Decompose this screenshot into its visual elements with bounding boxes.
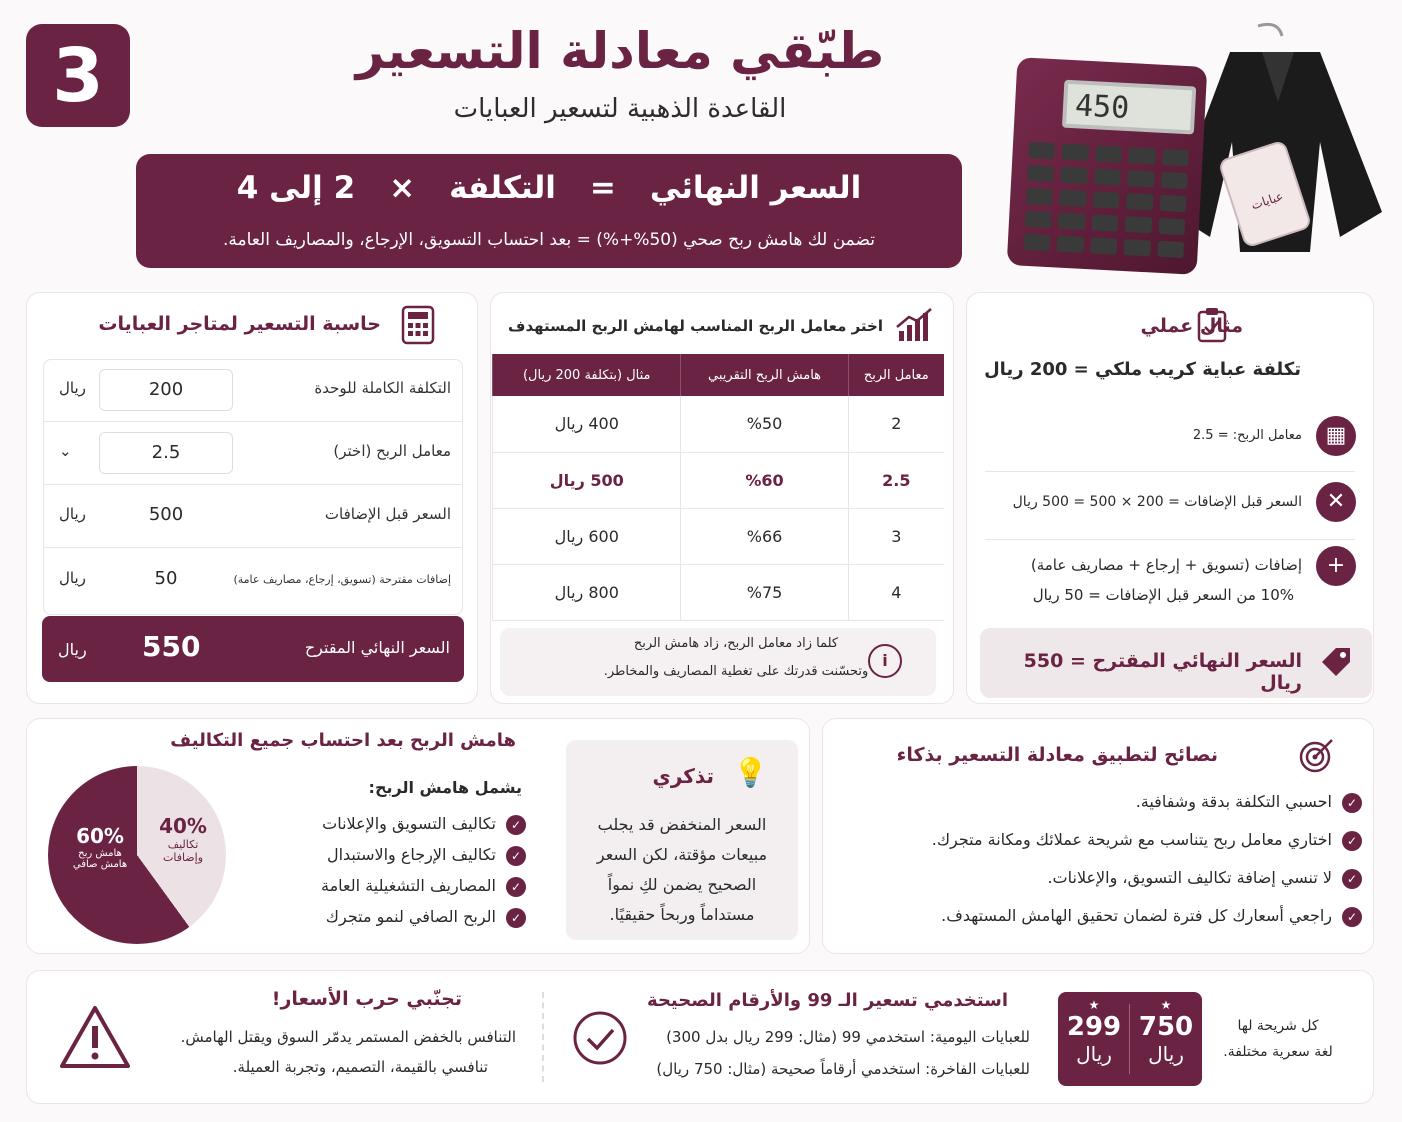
pricing-99-line-2: للعبايات الفاخرة: استخدمي أرقاماً صحيحة (مثال: 750 ريال) [656,1060,1030,1078]
reminder-title: تذكري [652,764,714,788]
chevron-down-icon[interactable]: ⌄ [59,442,72,460]
badge-750-value: 750 [1138,1012,1194,1042]
table-cell: 3 [848,508,944,564]
table-cell: 400 ريال [493,396,681,452]
clipboard-check-icon [1197,307,1227,343]
check-icon: ✓ [1342,869,1362,889]
check-icon: ✓ [1342,793,1362,813]
calculator-icon [401,305,435,345]
check-icon: ✓ [506,815,526,835]
table-header-factor: معامل الربح [848,354,944,396]
pie-costs-slice [148,814,218,864]
margin-item-text: تكاليف الإرجاع والاستبدال [326,845,496,864]
margin-item [326,907,526,928]
info-icon: i [868,644,902,678]
segment-line-2: لغة سعرية مختلفة. [1223,1044,1333,1060]
badge-299-value: 299 [1066,1012,1122,1042]
segment-line-1: كل شريحة لها [1237,1018,1319,1034]
calculator-title: حاسبة التسعير لمتاجر العبايات [98,313,381,335]
check-icon: ✓ [1342,831,1362,851]
check-icon: ✓ [506,877,526,897]
tip-text: راجعي أسعارك كل فترة لضمان تحقيق الهامش المستهدف. [941,906,1332,925]
pie-net-pct: 60% [76,824,124,848]
price-war-line-1: التنافس بالخفض المستمر يدمّر السوق ويقتل الهامش. [180,1028,516,1046]
check-icon: ✓ [1342,907,1362,927]
page-subtitle: القاعدة الذهبية لتسعير العبايات [453,94,787,124]
additions-value: 50 [154,568,178,589]
calc-final-price-row [42,616,464,682]
price-tag-icon [1318,644,1354,680]
example-additions-line-1: إضافات (تسويق + إرجاع + مصاريف عامة) [1030,556,1302,574]
tip-text: احسبي التكلفة بدقة وشفافية. [1135,792,1332,811]
table-row [493,564,945,620]
calc-row-additions [43,549,463,611]
profit-factor-label: معامل الربح (اختر) [333,442,451,460]
before-additions-currency: ريال [59,505,86,523]
margin-item [322,814,526,835]
table-cell: %60 [681,452,848,508]
table-cell: 600 ريال [493,508,681,564]
final-price-label: السعر النهائي المقترح [304,638,450,657]
unit-cost-label: التكلفة الكاملة للوحدة [314,379,451,397]
table-row [493,396,945,452]
growth-chart-icon [895,307,935,343]
plus-icon: + [1316,546,1356,586]
tip-item [1047,868,1362,889]
margin-title: هامش الربح بعد احتساب جميع التكاليف [170,730,516,751]
factor-table-title: اختر معامل الربح المناسب لهامش الربح المستهدف [508,317,883,335]
pie-costs-pct: 40% [159,814,207,838]
page-title: طبّقي معادلة التسعير [355,22,885,80]
step-number-badge: 3 [26,24,130,127]
example-factor-line: معامل الربح: = 2.5 [1192,428,1302,443]
check-circle-icon [572,1010,628,1066]
margin-subtitle: يشمل هامش الربح: [368,778,522,797]
reminder-text [566,810,798,930]
reminder-line: الصحيح يضمن لكِ نمواً [607,875,757,894]
example-additions-line-2: 10% من السعر قبل الإضافات = 50 ريال [1032,586,1294,604]
formula-note: تضمن لك هامش ربح صحي (50%+%) = بعد احتساب التسويق، الإرجاع، والمصاريف العامة. [223,230,875,250]
check-icon: ✓ [506,908,526,928]
info-line-1: كلما زاد معامل الربح، زاد هامش الربح [633,636,839,651]
warning-icon [58,1004,132,1070]
additions-currency: ريال [59,569,86,587]
reminder-line: مبيعات مؤقتة، لكن السعر [596,845,768,864]
lightbulb-icon: 💡 [733,756,768,789]
target-icon [1298,736,1336,774]
unit-cost-input[interactable]: 200 [99,369,233,411]
formula-multiplier: 2 إلى 4 [236,170,356,206]
example-final-box [980,628,1372,698]
example-final-line: السعر النهائي المقترح = 550 ريال [1023,650,1302,694]
badge-750-unit: ريال [1148,1042,1184,1066]
before-additions-label: السعر قبل الإضافات [324,505,451,523]
price-war-title: تجنّبي حرب الأسعار! [271,988,462,1010]
price-war-line-2: تنافسي بالقيمة، التصميم، وتجربة العميلة. [232,1058,488,1076]
example-title: مثال عملي [1140,315,1243,337]
badge-299-unit: ريال [1076,1042,1112,1066]
table-cell: 800 ريال [493,564,681,620]
tip-item [1136,792,1362,813]
table-cell: 500 ريال [493,452,681,508]
margin-item [321,876,526,897]
pie-net-label: هامش صافي [72,859,128,870]
pie-costs-label: وإضافات [162,851,204,864]
tip-item [932,830,1362,851]
tip-item [941,906,1362,927]
calc-row-profit-factor [43,422,463,484]
final-price-value: 550 [142,630,201,663]
final-price-currency: ريال [58,640,87,659]
unit-cost-currency: ريال [59,379,86,397]
table-header-margin: هامش الربح التقريبي [681,354,848,396]
before-additions-value: 500 [148,504,184,525]
pie-net-slice [58,824,142,870]
check-icon: ✓ [506,846,526,866]
margin-item [327,845,526,866]
profit-factor-select[interactable]: 2.5 [99,432,233,474]
calculator-keys [1024,142,1189,258]
table-header-example: مثال (بتكلفة 200 ريال) [493,354,681,396]
formula-cost: التكلفة [449,170,556,206]
additions-label: إضافات مقترحة (تسويق، إرجاع، مصاريف عامة) [233,573,451,586]
margin-pie-chart [48,766,226,944]
pie-costs-label: تكاليف [167,838,199,851]
formula-equals: = [589,170,616,206]
example-before-line: السعر قبل الإضافات = 200 × 500 = 500 ريال [1012,494,1302,510]
margin-item-text: تكاليف التسويق والإعلانات [322,814,496,833]
pricing-99-line-1: للعبايات اليومية: استخدمي 99 (مثال: 299 ريال بدل 300) [666,1028,1030,1046]
table-row [493,508,945,564]
pricing-99-title: استخدمي تسعير الـ 99 والأرقام الصحيحة [647,990,1008,1011]
price-tag-text: عبايات [1249,188,1285,213]
table-cell: 4 [848,564,944,620]
tips-title: نصائح لتطبيق معادلة التسعير بذكاء [896,744,1218,766]
calc-row-unit-cost [43,359,463,421]
pie-net-label: هامش ربح [78,848,122,859]
example-cost-line: تكلفة عباية كريب ملكي = 200 ريال [984,359,1301,380]
factor-info-box [500,628,936,696]
formula-banner [136,154,962,268]
table-cell: %75 [681,564,848,620]
info-line-2: وتحسّنت قدرتك على تغطية المصاريف والمخاطر. [603,664,869,679]
formula-times: × [389,170,416,206]
calculator-illustration [1007,57,1208,275]
margin-item-text: الربح الصافي لنمو متجرك [325,907,496,926]
badge-299: ★ 299 ريال [1058,994,1130,1078]
reminder-line: مستداماً وربحاً حقيقيًا. [609,905,755,924]
margin-item-text: المصاريف التشغيلية العامة [321,876,496,895]
table-cell: %66 [681,508,848,564]
tip-text: لا تنسي إضافة تكاليف التسويق، والإعلانات. [1047,868,1332,887]
tip-text: اختاري معامل ربح يتناسب مع شريحة عملائك ومكانة متجرك. [931,830,1332,849]
badge-750: ★ 750 ريال [1130,994,1202,1078]
multiply-icon: ✕ [1316,482,1356,522]
table-cell: 2 [848,396,944,452]
reminder-line: السعر المنخفض قد يجلب [597,815,767,834]
table-row-highlighted [493,452,945,508]
table-cell: 2.5 [848,452,944,508]
formula-final-price: السعر النهائي [649,170,862,206]
reminder-box [566,740,798,940]
calc-row-before-additions [43,485,463,547]
calculator-icon: ▦ [1316,416,1356,456]
table-cell: %50 [681,396,848,452]
profit-factor-table [492,354,944,621]
calculator-screen: 450 [1062,80,1196,135]
